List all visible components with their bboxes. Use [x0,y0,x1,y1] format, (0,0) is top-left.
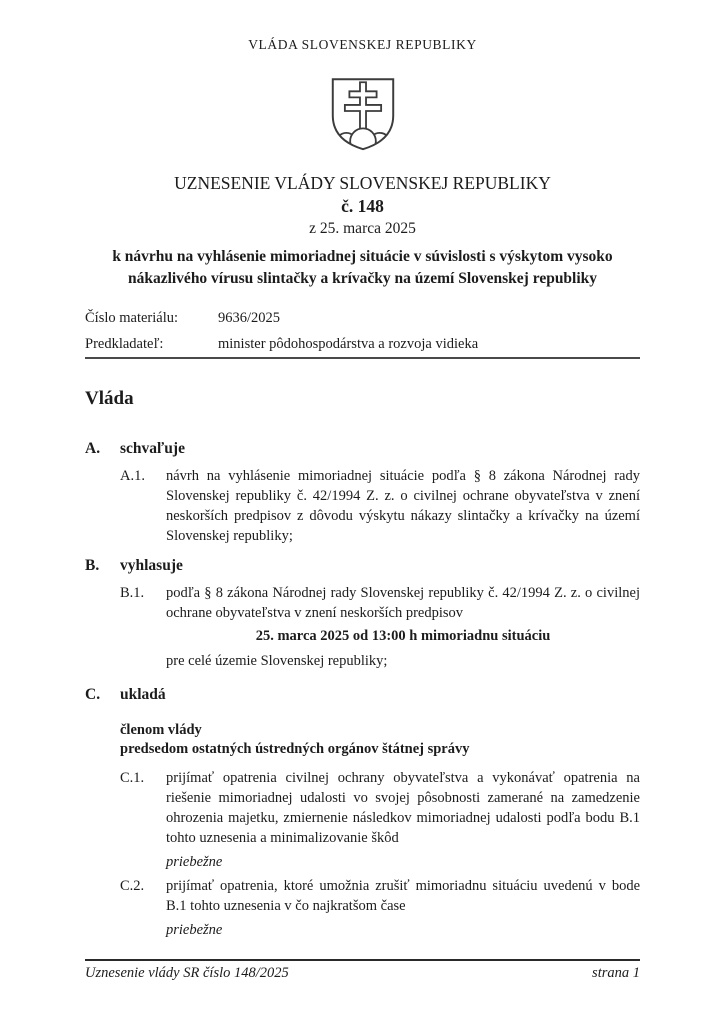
meta-value: minister pôdohospodárstva a rozvoja vidieka [218,336,479,352]
document-date: z 25. marca 2025 [309,220,416,237]
document-title: UZNESENIE VLÁDY SLOVENSKEJ REPUBLIKY [174,173,551,193]
item-text: prijímať opatrenia civilnej ochrany obyvateľstva a vykonávať opatrenia na riešenie mimoriadnej udalosti vo svojej pôsobnosti zamerané na zamedzenie ohrozenia majetku, zmiernenie následkov mimoriadnej udalosti podľa bodu B.1 tohto uznesenia a minimalizovanie škôd [166,770,640,846]
section-letter: C. [85,686,101,703]
item-deadline: priebežne [166,922,223,938]
meta-label: Číslo materiálu: [85,310,179,326]
document-subject: k návrhu na vyhlásenie mimoriadnej situácie v súvislosti s výskytom vysoko nákazlivého vírusu slintačky a krívačky na území Slovenskej republiky [112,248,613,287]
item-number: B.1. [120,585,145,601]
addressee-line: členom vlády [120,722,202,738]
section-letter: B. [85,557,100,574]
section-title: vyhlasuje [120,557,183,574]
document-number: č. 148 [341,196,384,216]
slovak-coat-of-arms-icon [85,76,640,157]
section-title: ukladá [120,686,166,703]
item-number: A.1. [120,468,145,484]
item-number: C.1. [120,770,145,786]
section-c-heading [85,686,640,704]
section-b-heading [85,557,640,575]
section-a-heading [85,440,640,458]
resolution-item-c2 [85,876,640,940]
section-title: schvaľuje [120,440,185,457]
resolution-item-b1 [85,583,640,671]
page-footer [85,959,640,982]
footer-document-reference: Uznesenie vlády SR číslo 148/2025 [85,965,289,981]
item-text: podľa § 8 zákona Národnej rady Slovenskej republiky č. 42/1994 Z. z. o civilnej ochrane obyvateľstva v znení neskorších predpisov [166,585,640,621]
meta-row-material-number [85,305,640,331]
addressee-line: predsedom ostatných ústredných orgánov štátnej správy [120,741,470,757]
meta-value: 9636/2025 [218,310,281,326]
resolution-item-c1 [85,768,640,872]
actor-heading: Vláda [85,388,134,409]
section-letter: A. [85,440,101,457]
resolution-item-a1 [85,466,640,546]
item-number: C.2. [120,878,145,894]
org-header: VLÁDA SLOVENSKEJ REPUBLIKY [248,37,477,52]
footer-page-number: strana 1 [592,965,640,981]
meta-label: Predkladateľ: [85,336,164,352]
item-text-continuation: pre celé územie Slovenskej republiky; [166,653,388,669]
item-text: návrh na vyhlásenie mimoriadnej situácie podľa § 8 zákona Národnej rady Slovenskej republiky č. 42/1994 Z. z. o civilnej ochrane obyvateľstva v znení neskorších predpisov z dôvodu výskytu nákazy slintačky a krívačky na území Slovenskej republiky; [166,468,640,544]
section-c-addressees [85,721,675,759]
meta-table [85,305,640,359]
item-deadline: priebežne [166,854,223,870]
emergency-declaration-line: 25. marca 2025 od 13:00 h mimoriadnu situáciu [255,628,551,644]
document-title-block [85,172,640,240]
item-text: prijímať opatrenia, ktoré umožnia zrušiť mimoriadnu situáciu uvedenú v bode B.1 tohto uznesenia v čo najkratšom čase [166,878,640,914]
meta-row-submitter [85,331,640,357]
